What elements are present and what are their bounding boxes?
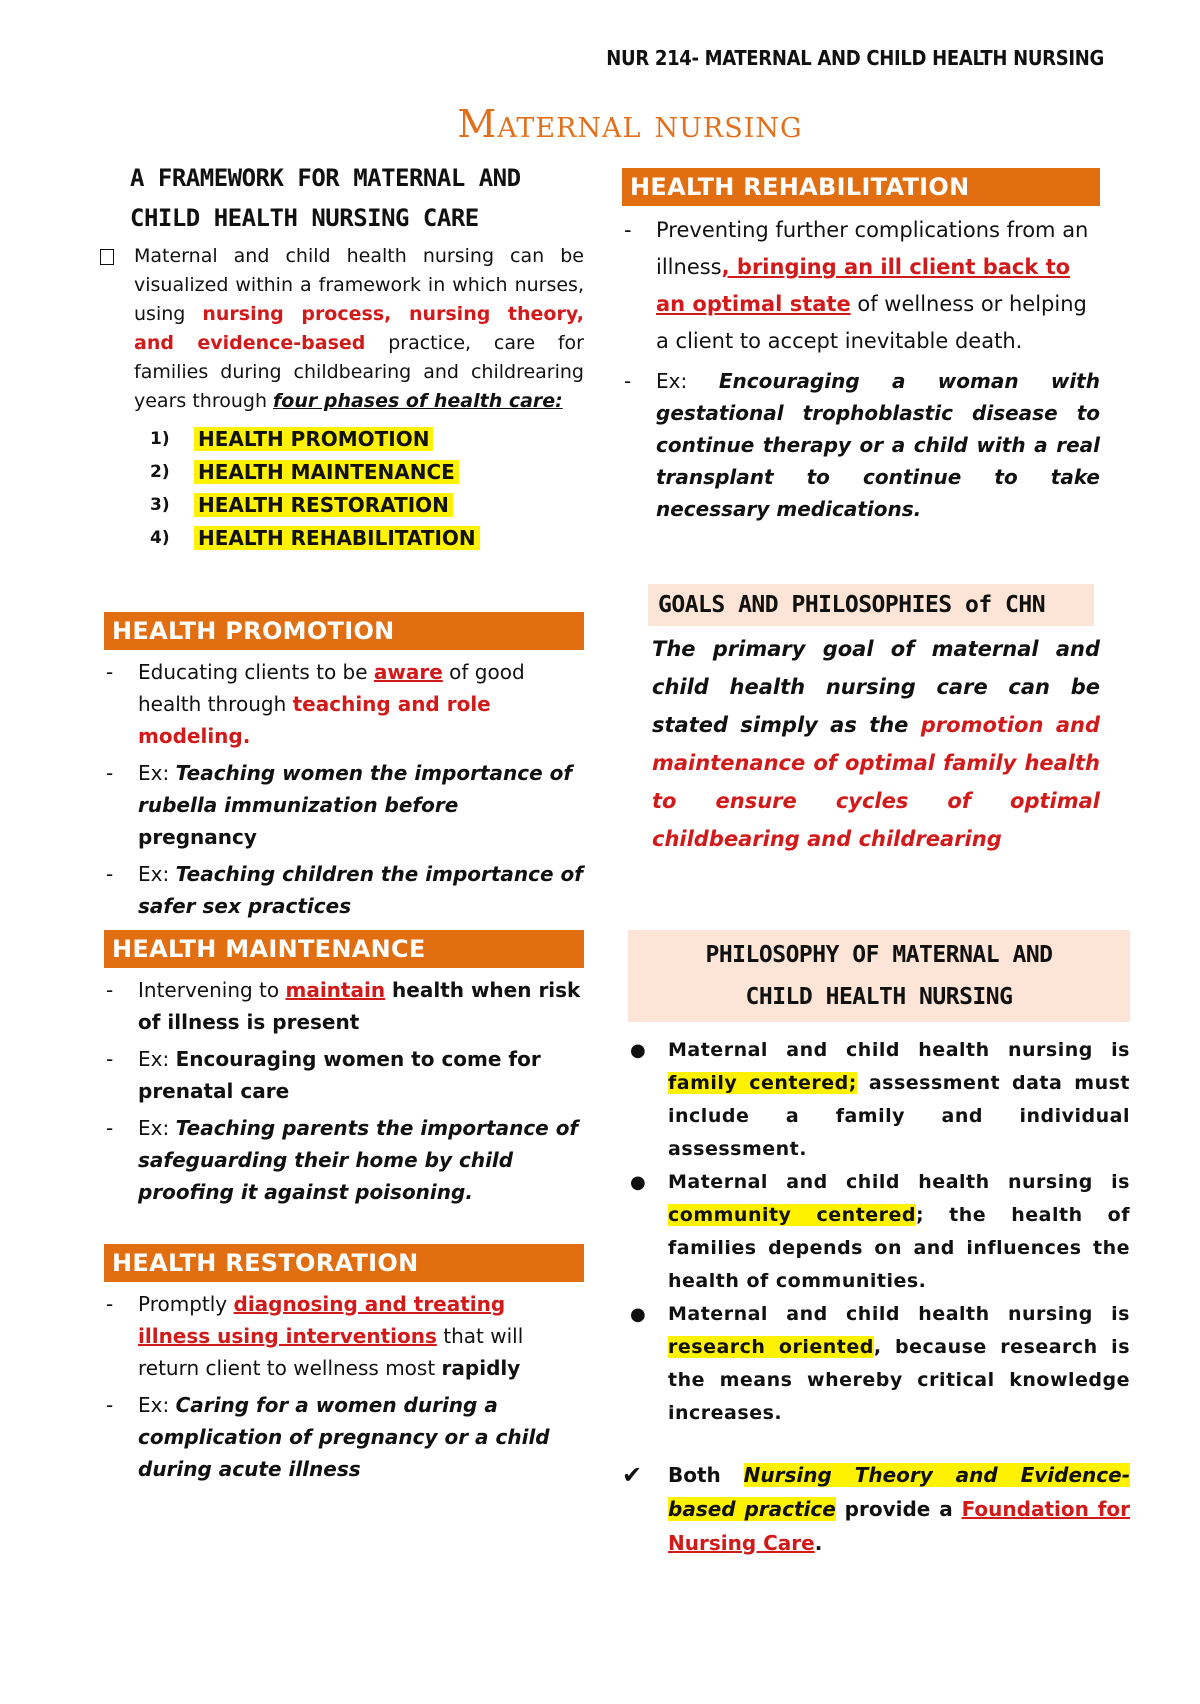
list-item: ● Maternal and child health nursing is family centered; assessment data must include a family and individual assessment. (622, 1034, 1130, 1166)
list-item: ● Maternal and child health nursing is research oriented, because research is the means whereby critical knowledge increases. (622, 1298, 1130, 1430)
phases-list (150, 422, 584, 554)
rehabilitation-section (622, 168, 1130, 530)
list-item: - Promptly diagnosing and treating illness using interventions that will return client to wellness most rapidly (106, 1292, 524, 1380)
list-item: - Ex: Encouraging a woman with gestational trophoblastic disease to continue therapy or a child with a real transplant to continue to take necessary medications. (624, 369, 1100, 521)
conclusion-item: ✔ Both Nursing Theory and Evidence-based practice provide a Foundation for Nursing Care. (622, 1458, 1130, 1560)
checkbox-square-icon (100, 249, 114, 265)
bullet-dot-icon: ● (630, 1304, 647, 1325)
list-item: - Educating clients to be aware of good health through teaching and role modeling. (106, 660, 525, 748)
philosophy-title: PHILOSOPHY OF MATERNAL AND CHILD HEALTH NURSING (628, 930, 1130, 1022)
framework-heading: A FRAMEWORK FOR MATERNAL AND CHILD HEALTH NURSING CARE (130, 164, 521, 232)
list-item: - Intervening to maintain health when risk of illness is present (106, 978, 581, 1034)
check-mark-icon: ✔ (622, 1461, 643, 1489)
list-item: - Ex: Teaching parents the importance of safeguarding their home by child proofing it against poisoning. (106, 1116, 579, 1204)
list-item: - Ex: Teaching women the importance of rubella immunization before pregnancy (106, 761, 573, 849)
rehabilitation-title: HEALTH REHABILITATION (622, 168, 1100, 206)
bullet-dot-icon: ● (630, 1040, 647, 1061)
promotion-section (104, 612, 584, 927)
maintenance-title: HEALTH MAINTENANCE (104, 930, 584, 968)
phase-item: 2) HEALTH MAINTENANCE (150, 455, 584, 488)
phase-item: 1) HEALTH PROMOTION (150, 422, 584, 455)
goals-section (622, 584, 1100, 858)
list-item: - Ex: Caring for a women during a complication of pregnancy or a child during acute illness (106, 1393, 550, 1481)
restoration-section (104, 1244, 584, 1490)
goals-title: GOALS AND PHILOSOPHIES of CHN (648, 584, 1094, 626)
promotion-title: HEALTH PROMOTION (104, 612, 584, 650)
list-item: ● Maternal and child health nursing is community centered; the health of families depends on and influences the health of communities. (622, 1166, 1130, 1298)
phase-item: 4) HEALTH REHABILITATION (150, 521, 584, 554)
bullet-dot-icon: ● (630, 1172, 647, 1193)
restoration-title: HEALTH RESTORATION (104, 1244, 584, 1282)
list-item: - Preventing further complications from an illness, bringing an ill client back to an optimal state of wellness or helping a client to accept inevitable death. (624, 218, 1089, 353)
philosophy-section (622, 930, 1130, 1560)
framework-paragraph: Maternal and child health nursing can be visualized within a framework in which nurses, using nursing process, nursing theory, and evidence-based practice, care for families during childbearing and childrearing years through four phases of health care: (104, 242, 584, 416)
goals-text: The primary goal of maternal and child health nursing care can be stated simply as the promotion and maintenance of optimal family health to ensure cycles of optimal childbearing and childrearing (652, 637, 1100, 851)
maintenance-section (104, 930, 584, 1213)
page-title: Maternal nursing (457, 102, 803, 146)
list-item: - Ex: Encouraging women to come for prenatal care (106, 1047, 541, 1103)
course-header: NUR 214- MATERNAL AND CHILD HEALTH NURSING (606, 46, 1104, 70)
list-item: - Ex: Teaching children the importance of safer sex practices (106, 862, 583, 918)
phase-item: 3) HEALTH RESTORATION (150, 488, 584, 521)
framework-section (104, 158, 584, 554)
